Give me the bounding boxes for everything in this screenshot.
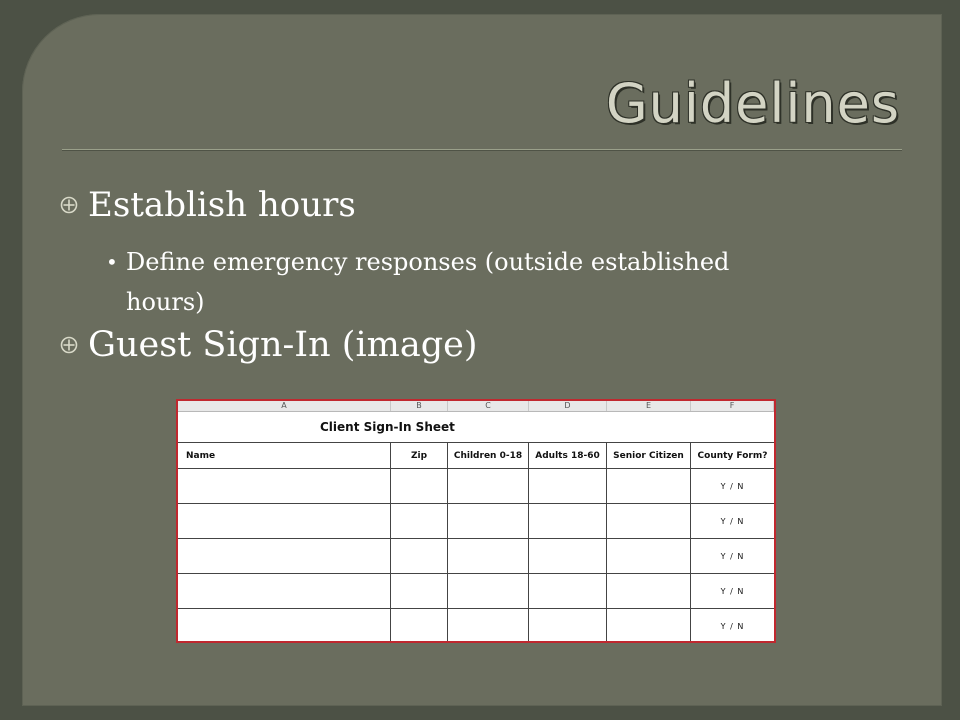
table-cell — [391, 609, 448, 643]
table-cell — [607, 609, 691, 643]
bullet-establish-hours — [60, 185, 356, 225]
table-cell — [391, 539, 448, 574]
header-cell: Name — [178, 443, 391, 469]
sub-bullet-text: Define emergency responses (outside established hours) — [126, 248, 730, 316]
table-cell — [391, 574, 448, 609]
header-cell: Zip — [391, 443, 448, 469]
bullet-guest-sign-in — [60, 325, 477, 365]
table-cell — [607, 574, 691, 609]
sheet-title: Client Sign-In Sheet — [178, 412, 774, 443]
header-cell: Children 0-18 — [448, 443, 529, 469]
slide-title: Guidelines — [605, 72, 900, 135]
table-cell — [178, 504, 391, 539]
column-letter-row — [178, 401, 774, 412]
table-cell — [448, 609, 529, 643]
column-letter: F — [691, 401, 774, 411]
table-cell — [529, 469, 607, 504]
sub-bullet-emergency — [106, 242, 766, 322]
table-cell — [178, 539, 391, 574]
table-cell — [529, 504, 607, 539]
column-letter: D — [529, 401, 607, 411]
table-cell — [529, 574, 607, 609]
header-cell: Senior Citizen — [607, 443, 691, 469]
table-cell — [607, 504, 691, 539]
circled-plus-icon — [60, 336, 78, 354]
county-form-cell: Y / N — [691, 539, 774, 574]
circled-plus-icon — [60, 196, 78, 214]
bullet-text: Establish hours — [88, 185, 356, 225]
table-cell — [448, 574, 529, 609]
column-letter: C — [448, 401, 529, 411]
title-divider — [62, 149, 902, 150]
column-letter: E — [607, 401, 691, 411]
header-cell: Adults 18-60 — [529, 443, 607, 469]
table-cell — [448, 504, 529, 539]
header-cell: County Form? — [691, 443, 774, 469]
table-cell — [178, 574, 391, 609]
table-cell — [607, 539, 691, 574]
county-form-cell: Y / N — [691, 609, 774, 643]
dot-icon: • — [106, 250, 118, 274]
column-letter: A — [178, 401, 391, 411]
county-form-cell: Y / N — [691, 574, 774, 609]
table-cell — [178, 609, 391, 643]
table-cell — [448, 469, 529, 504]
table-cell — [607, 469, 691, 504]
table-cell — [391, 504, 448, 539]
table-cell — [391, 469, 448, 504]
table-cell — [448, 539, 529, 574]
table-cell — [529, 539, 607, 574]
county-form-cell: Y / N — [691, 469, 774, 504]
table-cell — [529, 609, 607, 643]
bullet-text: Guest Sign-In (image) — [88, 325, 478, 365]
column-letter: B — [391, 401, 448, 411]
sign-in-sheet-image — [176, 399, 776, 643]
table-cell — [178, 469, 391, 504]
county-form-cell: Y / N — [691, 504, 774, 539]
sheet-grid — [178, 443, 774, 643]
